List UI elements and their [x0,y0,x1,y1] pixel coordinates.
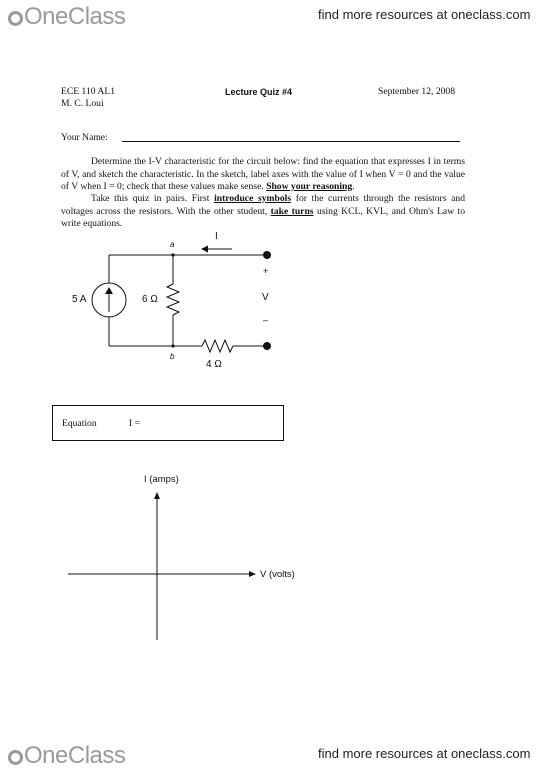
equation-box[interactable] [52,405,284,441]
x-axis-arrow-icon [249,571,256,577]
instructions-text: Determine the I-V characteristic for the circuit below: find the equation that expresses I in terms of V, and sketch the characteristic. In the sketch, label axes with the value of I when V = 0 and the value of V when I = 0; check that these values make sense. [61,156,465,192]
top-resources-link[interactable]: find more resources at oneclass.com [318,7,531,22]
introduce-symbols-text: introduce symbols [214,193,292,204]
bottom-resources-link[interactable]: find more resources at oneclass.com [318,746,531,761]
current-label: I [215,231,218,242]
oneclass-logo-bottom[interactable]: OneClass [8,742,125,770]
node-b-label: b [170,352,175,361]
node-a-dot [171,253,174,256]
current-arrow-head-icon [201,246,208,253]
take-turns-text: take turns [270,205,314,217]
resistor-6-ohm [167,284,179,315]
show-reasoning-text: Show your reasoning [266,181,353,192]
node-b-dot [171,344,174,347]
r2-label: 4 Ω [206,359,222,370]
y-axis-arrow-icon [154,492,160,499]
y-axis-label: I (amps) [144,474,179,485]
voltage-label: V [262,292,269,303]
plus-sign: + [263,266,269,276]
x-axis-label: V (volts) [260,569,295,580]
resistor-4-ohm [202,340,233,352]
oneclass-logo-top[interactable]: OneClass [8,3,125,31]
pairs-paragraph: Take this quiz in pairs. First introduce symbols for the currents through the resistors and voltages across the resistors. With the other student, take turns using KCL, KVL, and Ohm's Law to write equations. [61,193,466,229]
page-title: Lecture Quiz #4 [225,87,293,97]
instructions-paragraph: Determine the I-V characteristic for the circuit below: find the equation that expresses I in terms of V, and sketch the characteristic. In the sketch, label axes with the value of I when V = 0 and the value of V when I = 0; check that these values make sense. Show your reasoning. [61,156,465,192]
minus-sign: – [263,315,269,325]
terminal-top [263,251,271,259]
logo-ring-icon [8,750,23,765]
instructor-name: M. C. Loui [61,98,104,109]
terminal-bottom [263,342,271,350]
name-label: Your Name: [61,132,108,143]
source-arrow-head-icon [105,287,113,294]
equation-variable: I = [129,418,141,429]
doc-date: September 12, 2008 [378,86,456,97]
r1-label: 6 Ω [142,294,158,305]
course-code: ECE 110 AL1 [61,86,116,97]
equation-label: Equation [62,418,97,429]
node-a-label: a [170,240,175,249]
source-label: 5 A [72,294,87,305]
